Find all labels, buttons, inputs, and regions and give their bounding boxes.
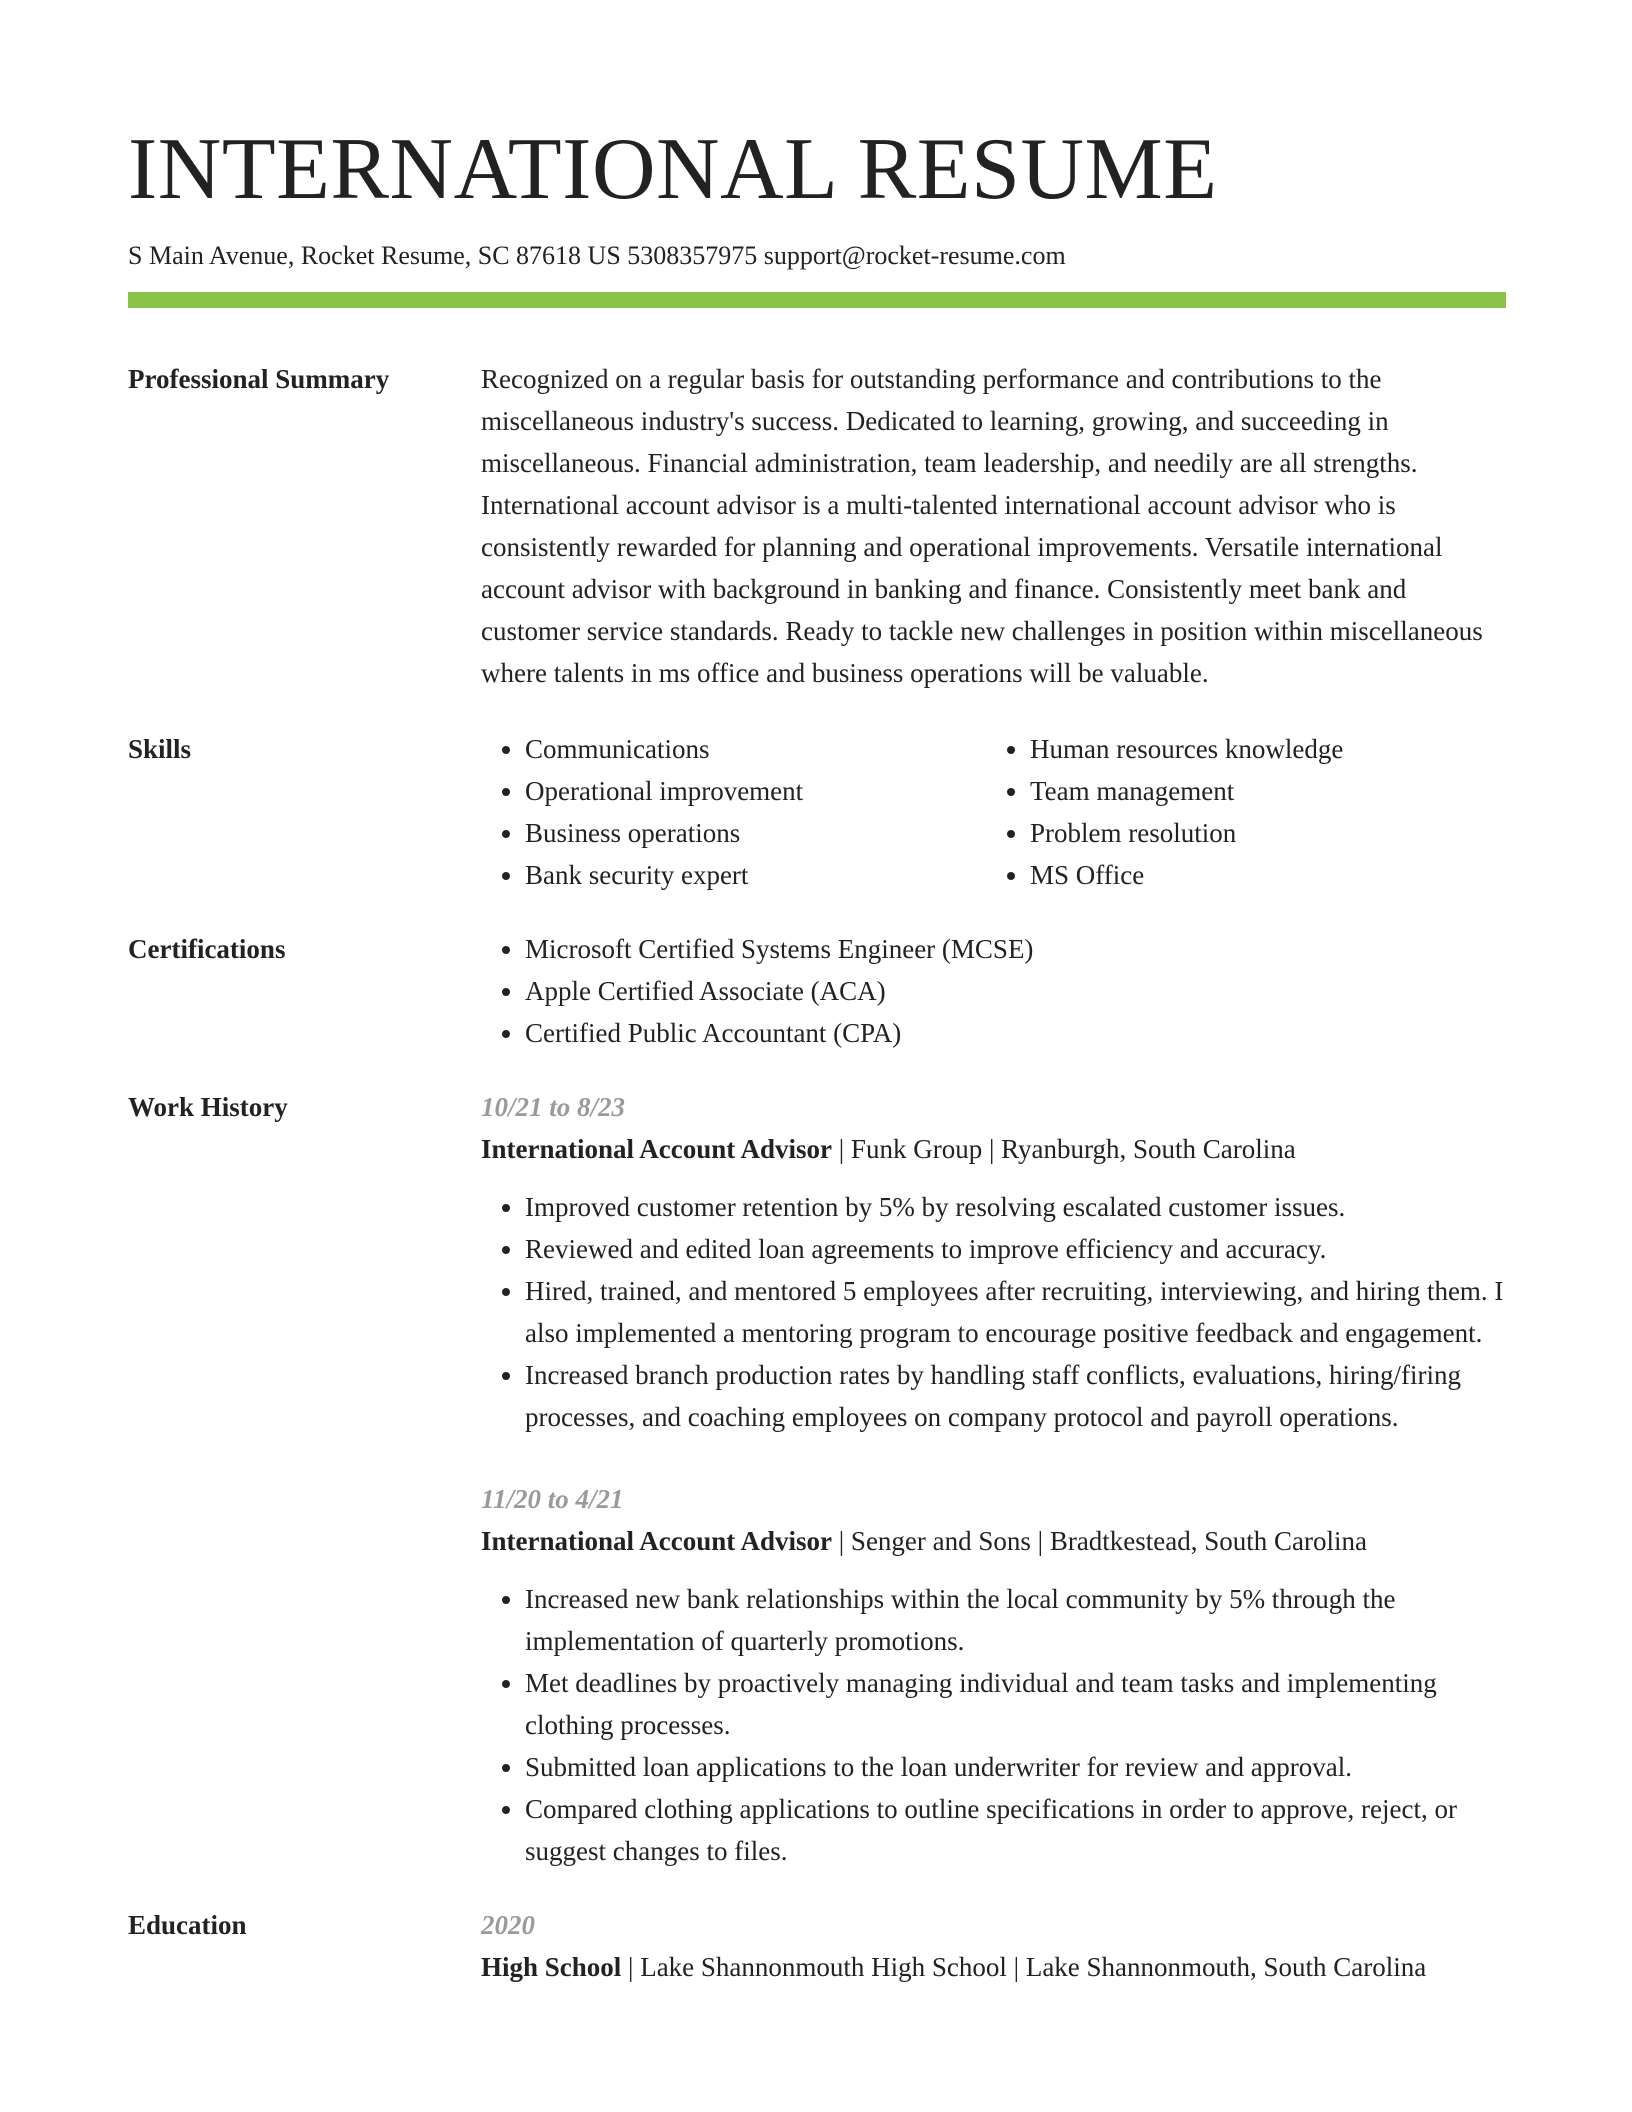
education-section [128, 1904, 1506, 1988]
job-bullet: • Met deadlines by proactively managing individual and team tasks and implementing clothing processes. [525, 1662, 1506, 1746]
job-heading [481, 1128, 1506, 1170]
certifications-heading: Certifications [128, 934, 286, 964]
skill-item: • Bank security expert [525, 854, 986, 896]
job-bullet: • Hired, trained, and mentored 5 employees after recruiting, interviewing, and hiring them. I also implemented a mentoring program to encourage positive feedback and engagement. [525, 1270, 1506, 1354]
skills-list-right [986, 728, 1506, 896]
work-history-section [128, 1086, 1506, 1872]
header-divider [128, 292, 1506, 308]
summary-section [128, 358, 1506, 694]
resume-page [128, 118, 1506, 1988]
contact-line [128, 240, 1506, 272]
job-title: International Account Advisor [481, 1134, 833, 1164]
skill-item: • Business operations [525, 812, 986, 854]
skills-list-left [481, 728, 986, 896]
certification-item: • Certified Public Accountant (CPA) [525, 1012, 1506, 1054]
summary-text: Recognized on a regular basis for outstanding performance and contributions to the miscellaneous industry's success. Dedicated to learning, growing, and succeeding in miscellaneous. Financial administration, team leadership, and needily are all strengths. International account advisor is a multi-talented international account advisor who is consistently rewarded for planning and operational improvements. Versatile international account advisor with background in banking and finance. Consistently meet bank and customer service standards. Ready to tackle new challenges in position within miscellaneous where talents in ms office and business operations will be valuable. [481, 364, 1483, 688]
certifications-list [481, 928, 1506, 1054]
education-heading: Education [128, 1910, 247, 1940]
resume-title: INTERNATIONAL RESUME [128, 121, 1218, 218]
education-degree: High School [481, 1952, 622, 1982]
skill-item: • Operational improvement [525, 770, 986, 812]
contact-email: support@rocket-resume.com [763, 241, 1066, 270]
skill-item: • Problem resolution [1030, 812, 1506, 854]
job-dates: 11/20 to 4/21 [481, 1484, 624, 1514]
job-bullet: • Increased branch production rates by handling staff conflicts, evaluations, hiring/firing processes, and coaching employees on company protocol and payroll operations. [525, 1354, 1506, 1438]
job-bullet: • Compared clothing applications to outline specifications in order to approve, reject, or suggest changes to files. [525, 1788, 1506, 1872]
job-bullet: • Reviewed and edited loan agreements to improve efficiency and accuracy. [525, 1228, 1506, 1270]
job-dates: 10/21 to 8/23 [481, 1092, 626, 1122]
contact-phone: 5308357975 [627, 241, 758, 270]
summary-heading: Professional Summary [128, 364, 390, 394]
job-details: | Funk Group | Ryanburgh, South Carolina [832, 1134, 1296, 1164]
certification-item: • Apple Certified Associate (ACA) [525, 970, 1506, 1012]
job-details: | Senger and Sons | Bradtkestead, South Carolina [832, 1526, 1368, 1556]
job-bullets [481, 1578, 1506, 1872]
skill-item: • Team management [1030, 770, 1506, 812]
job-title: International Account Advisor [481, 1526, 833, 1556]
job-entry [481, 1478, 1506, 1872]
contact-address: S Main Avenue, Rocket Resume, SC 87618 US [128, 241, 621, 270]
job-entry [481, 1086, 1506, 1438]
skills-section [128, 728, 1506, 896]
skills-heading: Skills [128, 734, 192, 764]
education-year: 2020 [481, 1910, 535, 1940]
education-details: | Lake Shannonmouth High School | Lake Shannonmouth, South Carolina [621, 1952, 1427, 1982]
work-history-heading: Work History [128, 1092, 288, 1122]
skill-item: • Communications [525, 728, 986, 770]
education-heading-line [481, 1946, 1506, 1988]
job-bullets [481, 1186, 1506, 1438]
skill-item: • Human resources knowledge [1030, 728, 1506, 770]
certifications-section [128, 928, 1506, 1054]
job-bullet: • Improved customer retention by 5% by resolving escalated customer issues. [525, 1186, 1506, 1228]
certification-item: • Microsoft Certified Systems Engineer (MCSE) [525, 928, 1506, 970]
job-heading [481, 1520, 1506, 1562]
skill-item: • MS Office [1030, 854, 1506, 896]
job-bullet: • Increased new bank relationships within the local community by 5% through the implementation of quarterly promotions. [525, 1578, 1506, 1662]
job-bullet: • Submitted loan applications to the loan underwriter for review and approval. [525, 1746, 1506, 1788]
